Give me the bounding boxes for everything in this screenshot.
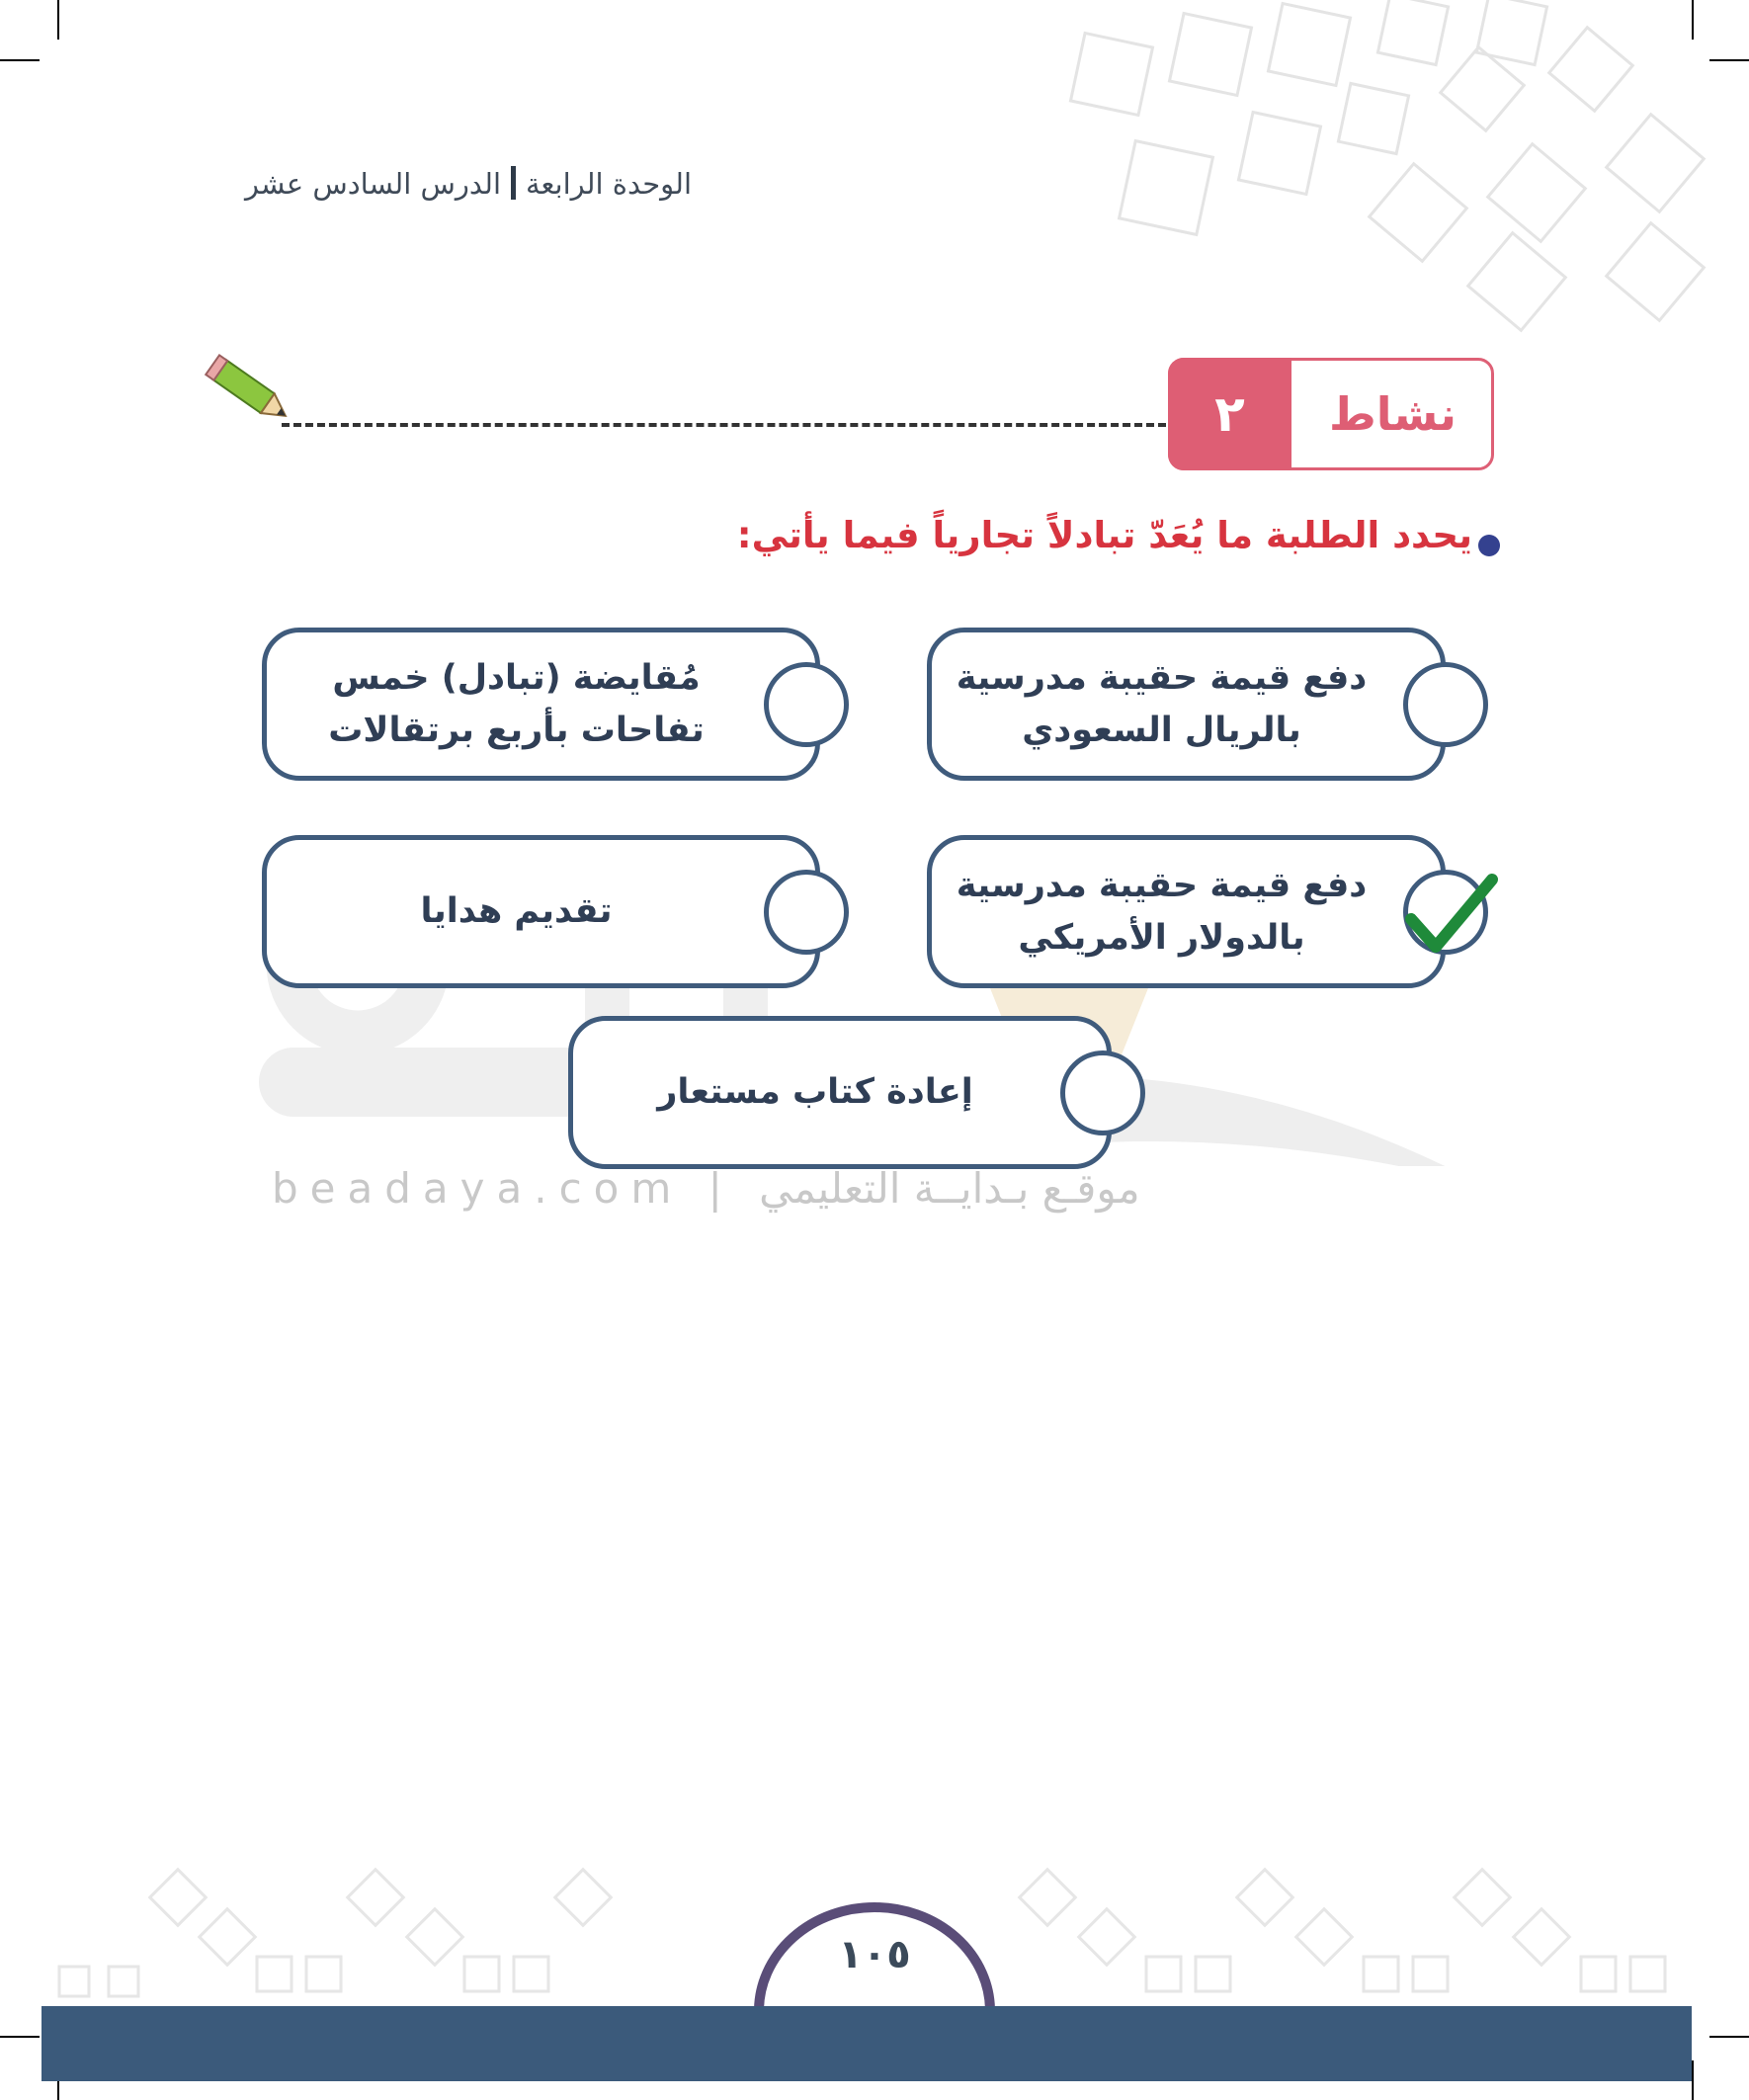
- option-checkbox[interactable]: [1060, 1050, 1145, 1135]
- option-text: إعادة كتاب مستعار: [657, 1072, 973, 1113]
- option-text: مُقايضة (تبادل) خمس تفاحات بأربع برتقالات: [328, 658, 705, 750]
- activity-number: ٢: [1168, 358, 1291, 470]
- header-separator: [511, 166, 516, 200]
- watermark-site: beadaya.com: [272, 1164, 684, 1213]
- instruction-text: يحدد الطلبة ما يُعَدّ تبادلاً تجارياً فيما يأتي:: [736, 514, 1472, 556]
- option-text: دفع قيمة حقيبة مدرسية بالدولار الأمريكي: [956, 866, 1368, 958]
- option-text: دفع قيمة حقيبة مدرسية بالريال السعودي: [956, 658, 1368, 750]
- crop-mark: [57, 0, 59, 40]
- option-checkbox[interactable]: [764, 662, 849, 747]
- dashed-divider: [282, 423, 1166, 427]
- page-number-arc: [751, 1902, 998, 2080]
- option-box: [927, 835, 1446, 988]
- option-checkbox[interactable]: [764, 870, 849, 955]
- crop-mark: [0, 2036, 40, 2038]
- option-checkbox[interactable]: [1403, 662, 1488, 747]
- bullet-icon: [1478, 535, 1500, 556]
- option-box: [262, 835, 820, 988]
- watermark-text: [272, 1164, 1140, 1213]
- page-number: ١٠٥: [838, 1932, 911, 1977]
- crop-mark: [1692, 2060, 1694, 2100]
- option-text: تقديم هدايا: [420, 891, 613, 932]
- option-box: [927, 628, 1446, 781]
- lesson-title: الدرس السادس عشر: [244, 167, 501, 201]
- watermark-tagline: موقـع بـدايــة التعليمي: [759, 1164, 1140, 1213]
- option-box: [568, 1016, 1112, 1169]
- check-mark-icon: [1401, 870, 1500, 959]
- pencil-icon: [203, 351, 296, 430]
- watermark-separator: |: [708, 1164, 734, 1213]
- decorative-pattern-top: [988, 0, 1749, 356]
- crop-mark: [1709, 2036, 1749, 2038]
- unit-title: الوحدة الرابعة: [526, 167, 692, 201]
- option-box: [262, 628, 820, 781]
- crop-mark: [0, 59, 40, 61]
- page-header: [245, 166, 692, 201]
- activity-label: نشاط: [1328, 387, 1458, 441]
